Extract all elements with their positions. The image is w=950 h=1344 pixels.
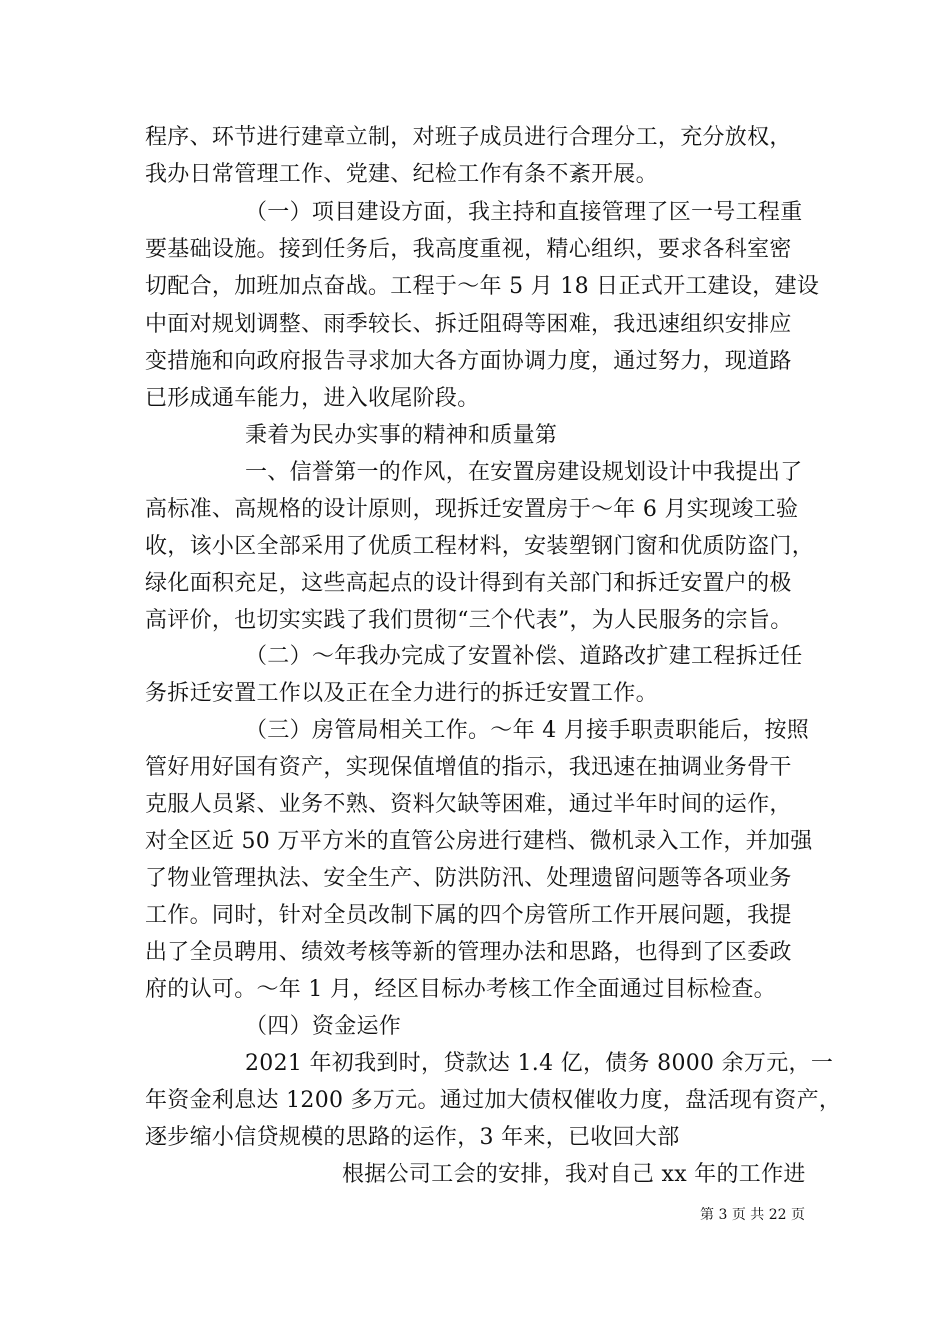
text-line-26: 2021 年初我到时，贷款达 1.4 亿，债务 8000 余万元，一 bbox=[245, 1051, 834, 1076]
text-line-24: 府的认可。～年 1 月，经区目标办考核工作全面通过目标检查。 bbox=[145, 977, 776, 1002]
text-line-21: 了物业管理执法、安全生产、防洪防汛、处理遗留问题等各项业务 bbox=[145, 866, 792, 891]
text-line-6: 中面对规划调整、雨季较长、拆迁阻碍等困难，我迅速组织安排应 bbox=[145, 312, 792, 337]
text-line-3: （一）项目建设方面，我主持和直接管理了区一号工程重 bbox=[245, 200, 803, 225]
text-line-20: 对全区近 50 万平方米的直管公房进行建档、微机录入工作，并加强 bbox=[145, 829, 813, 854]
text-line-28: 逐步缩小信贷规模的思路的运作，3 年来，已收回大部 bbox=[145, 1125, 680, 1150]
text-line-9: 秉着为民办实事的精神和质量第 bbox=[245, 423, 558, 448]
text-line-23: 出了全员聘用、绩效考核等新的管理办法和思路，也得到了区委政 bbox=[145, 940, 792, 965]
text-line-25: （四）资金运作 bbox=[245, 1014, 402, 1039]
text-line-1: 程序、环节进行建章立制，对班子成员进行合理分工，充分放权， bbox=[145, 125, 792, 150]
text-line-5: 切配合，加班加点奋战。工程于～年 5 月 18 日正式开工建设，建设 bbox=[145, 274, 820, 299]
text-line-29: 根据公司工会的安排，我对自己 xx 年的工作进 bbox=[342, 1162, 806, 1187]
text-line-16: 务拆迁安置工作以及正在全力进行的拆迁安置工作。 bbox=[145, 681, 658, 706]
page-number: 第 3 页 共 22 页 bbox=[700, 1207, 805, 1223]
text-line-22: 工作。同时，针对全员改制下属的四个房管所工作开展问题，我提 bbox=[145, 903, 792, 928]
text-line-12: 收，该小区全部采用了优质工程材料，安装塑钢门窗和优质防盗门， bbox=[145, 534, 815, 559]
text-line-7: 变措施和向政府报告寻求加大各方面协调力度，通过努力，现道路 bbox=[145, 349, 792, 374]
text-line-18: 管好用好国有资产，实现保值增值的指示，我迅速在抽调业务骨干 bbox=[145, 755, 792, 780]
text-line-13: 绿化面积充足，这些高起点的设计得到有关部门和拆迁安置户的极 bbox=[145, 571, 792, 596]
text-line-27: 年资金利息达 1200 多万元。通过加大债权催收力度，盘活现有资产， bbox=[145, 1088, 842, 1113]
text-line-15: （二）～年我办完成了安置补偿、道路改扩建工程拆迁任 bbox=[245, 644, 803, 669]
text-line-4: 要基础设施。接到任务后，我高度重视，精心组织，要求各科室密 bbox=[145, 237, 792, 262]
text-line-10: 一、信誉第一的作风，在安置房建设规划设计中我提出了 bbox=[245, 460, 803, 485]
text-line-8: 已形成通车能力，进入收尾阶段。 bbox=[145, 386, 480, 411]
text-line-11: 高标准、高规格的设计原则，现拆迁安置房于～年 6 月实现竣工验 bbox=[145, 497, 799, 522]
text-line-19: 克服人员紧、业务不熟、资料欠缺等困难，通过半年时间的运作， bbox=[145, 792, 792, 817]
text-line-14: 高评价，也切实实践了我们贯彻“三个代表”，为人民服务的宗旨。 bbox=[145, 608, 793, 633]
text-line-2: 我办日常管理工作、党建、纪检工作有条不紊开展。 bbox=[145, 162, 658, 187]
text-line-17: （三）房管局相关工作。～年 4 月接手职责职能后，按照 bbox=[245, 718, 810, 743]
